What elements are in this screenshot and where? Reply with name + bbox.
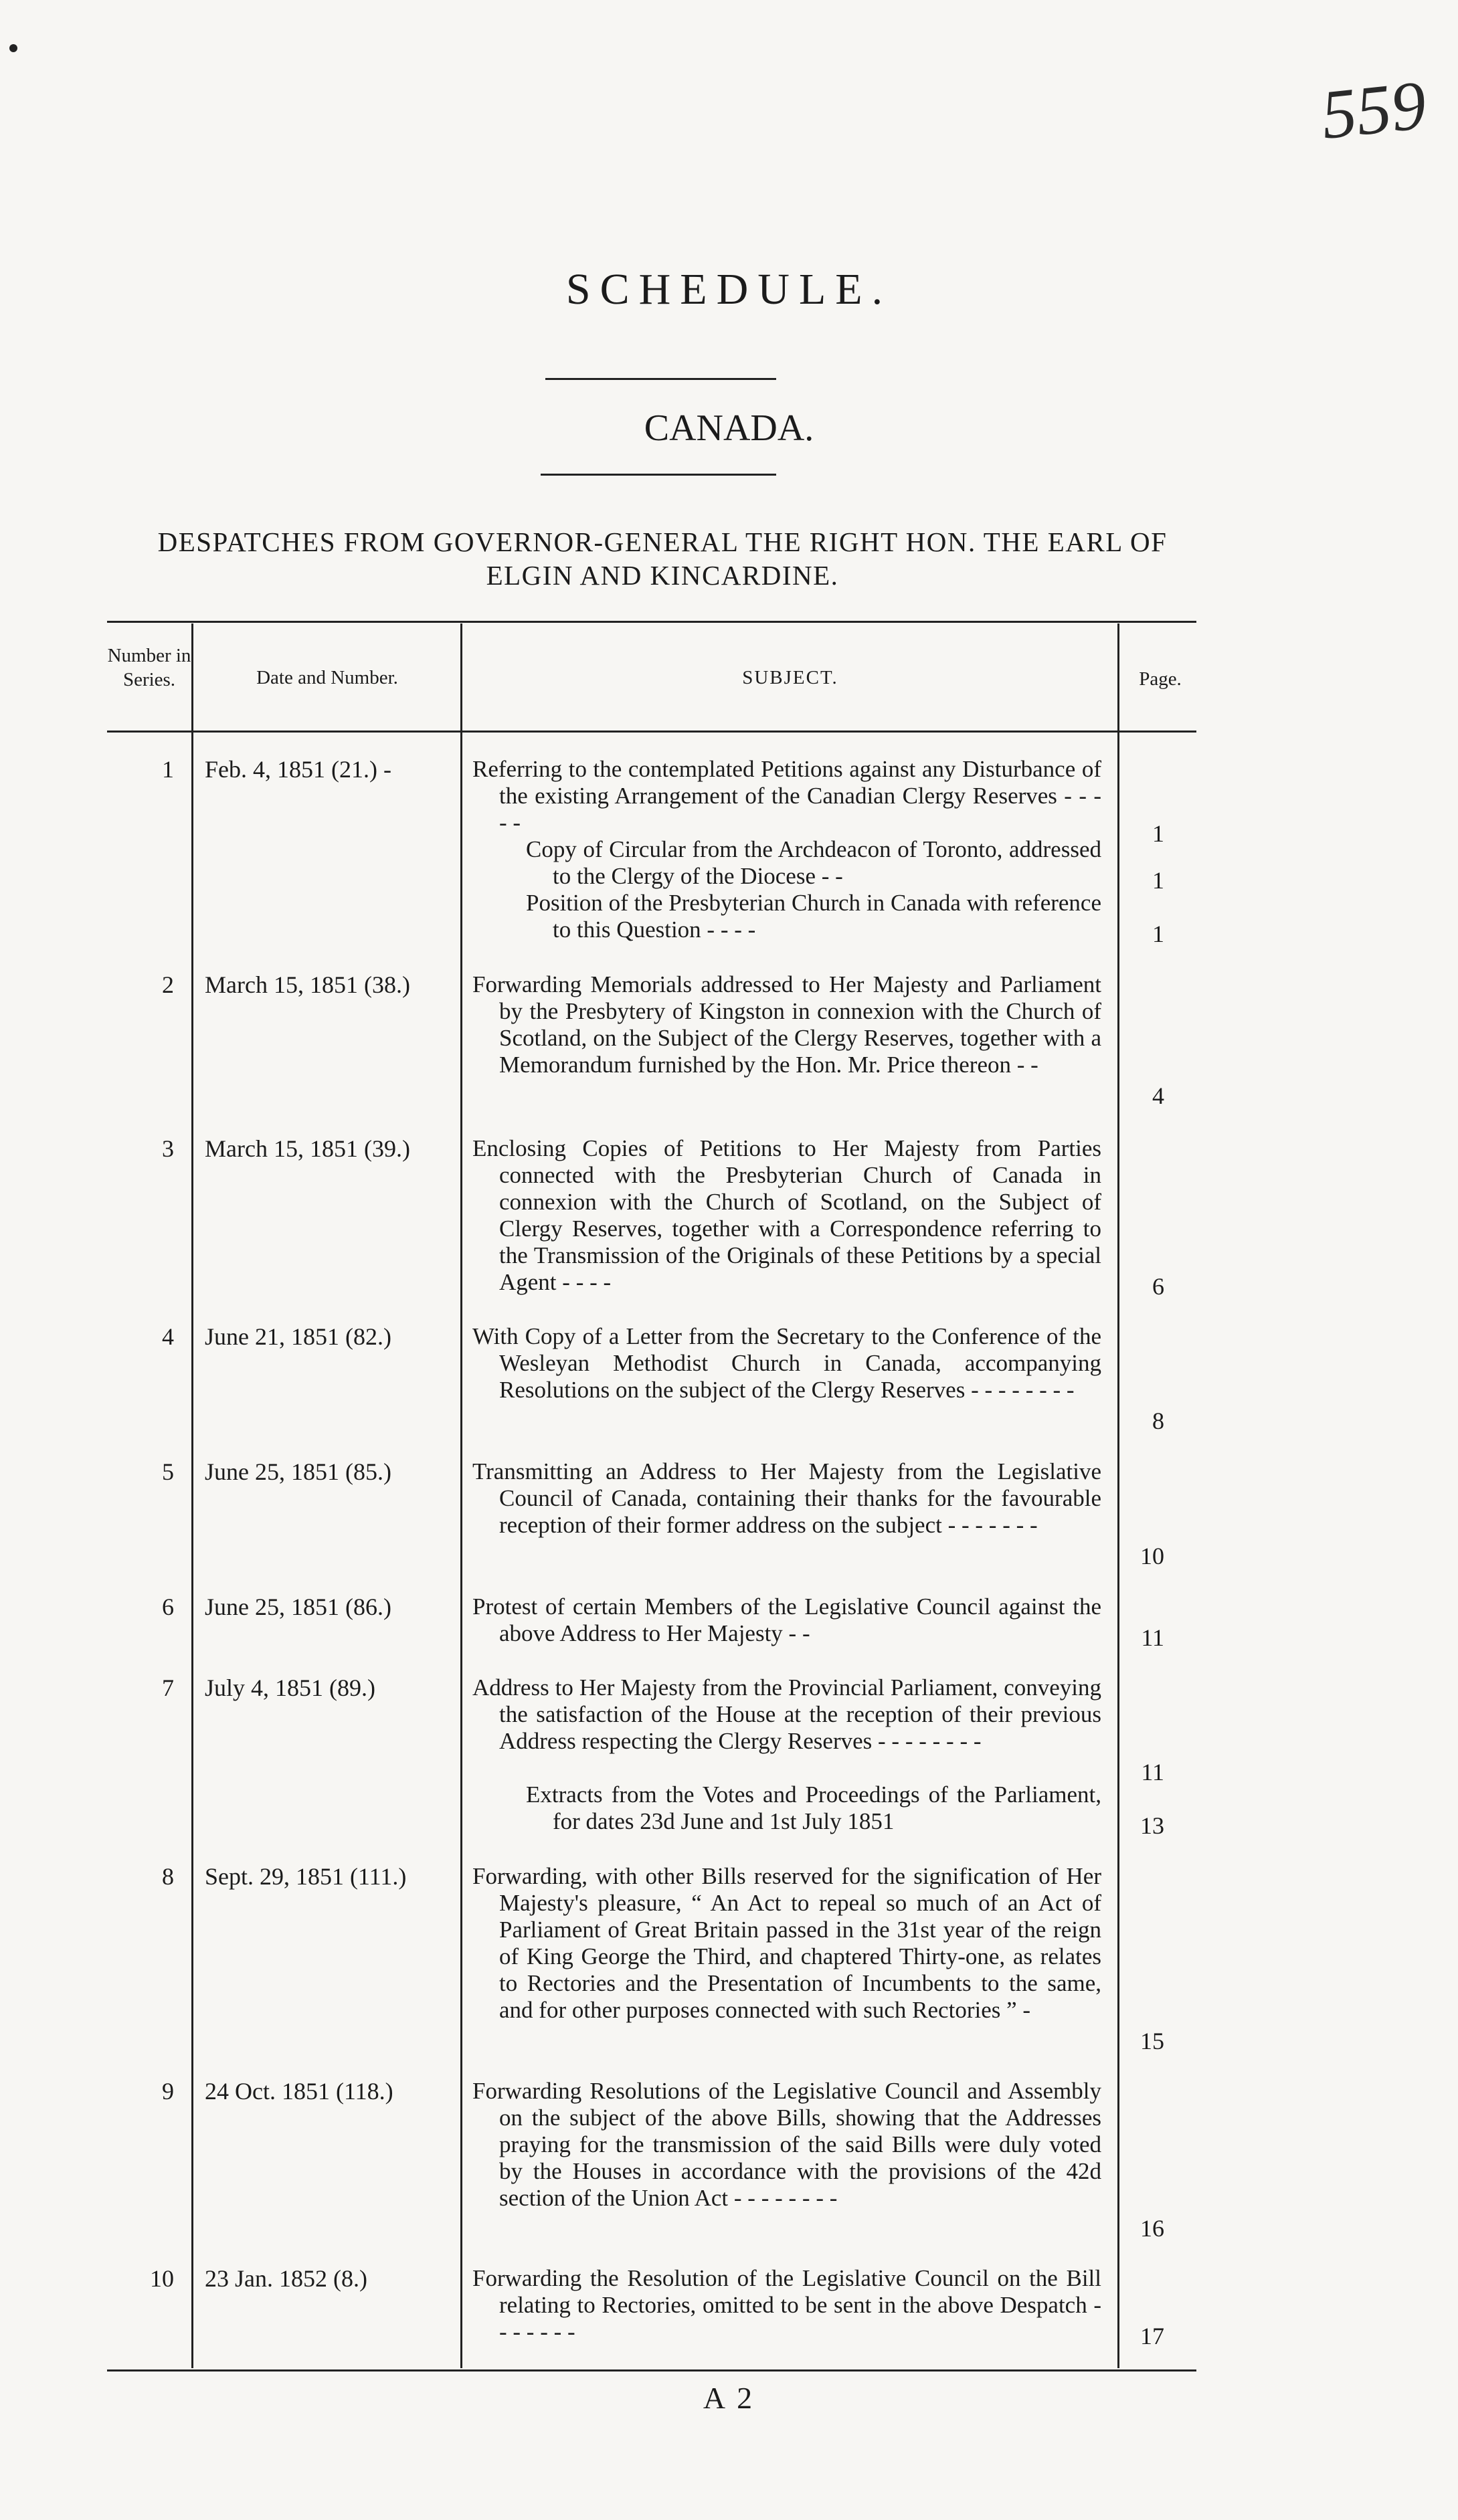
row-number: 4 <box>162 1323 174 1350</box>
row-page-number: 1 <box>1152 820 1164 847</box>
title-rule-top <box>545 378 776 380</box>
row-date: June 25, 1851 (85.) <box>205 1458 391 1485</box>
row-subject <box>472 971 1101 1105</box>
row-subject <box>472 2265 1101 2345</box>
subject-text: Address to Her Majesty from the Provincial Parliament, conveying the satisfaction of the House at the reception of their previous Address respecting the Clergy Reserves - - - - - - - - <box>472 1674 1101 1754</box>
row-subject <box>472 1458 1101 1565</box>
row-page-number: 13 <box>1140 1812 1164 1839</box>
column-divider-1 <box>191 623 193 2368</box>
row-page-number: 16 <box>1140 2215 1164 2242</box>
table-bottom-rule <box>107 2369 1196 2371</box>
row-page-number: 1 <box>1152 867 1164 894</box>
subject-text: Forwarding the Resolution of the Legislative Council on the Bill relating to Rectories, omitted to be sent in the above Despatch - - - - - - - <box>472 2265 1101 2345</box>
row-page-number: 4 <box>1152 1082 1164 1109</box>
row-page-number: 1 <box>1152 920 1164 947</box>
row-subject <box>472 890 1101 943</box>
subject-text: Forwarding, with other Bills reserved for the signification of Her Majesty's pleasure, “ An Act to repeal so much of an Act of Parliament of Great Britain passed in the 31st year of the reign of King George the Third, and chaptered Thirty-one, as relates to Rectories and the Presentation of Incumbents to the same, and for other purposes connected with such Rectories ” - <box>472 1863 1101 2023</box>
row-date: March 15, 1851 (38.) <box>205 971 410 998</box>
row-page-number: 8 <box>1152 1408 1164 1434</box>
subject-text: Copy of Circular from the Archdeacon of Toronto, addressed to the Clergy of the Diocese - - <box>526 836 1101 889</box>
row-subject <box>472 1674 1101 1781</box>
row-date: June 25, 1851 (86.) <box>205 1593 391 1620</box>
subject-text: Forwarding Memorials addressed to Her Majesty and Parliament by the Presbytery of Kingston in connexion with the Church of Scotland, on the Subject of the Clergy Reserves, together with a Memorandum furnished by the Hon. Mr. Price thereon - - <box>472 971 1101 1078</box>
header-date-and-number: Date and Number. <box>256 667 398 688</box>
table-top-rule <box>107 621 1196 623</box>
row-date: June 21, 1851 (82.) <box>205 1323 391 1350</box>
folio-number: 559 <box>1317 66 1430 154</box>
subject-text: Extracts from the Votes and Proceedings of the Parliament, for dates 23d June and 1st July 1851 <box>526 1781 1101 1834</box>
row-number: 6 <box>162 1593 174 1620</box>
row-page-number: 15 <box>1140 2028 1164 2054</box>
title-rule-bottom <box>541 474 776 476</box>
row-date: 23 Jan. 1852 (8.) <box>205 2265 367 2292</box>
signature-mark: A 2 <box>703 2381 755 2415</box>
row-subject <box>472 2078 1101 2238</box>
row-date: Feb. 4, 1851 (21.) - <box>205 756 391 783</box>
row-subject <box>472 1781 1101 1835</box>
row-number: 7 <box>162 1674 174 1701</box>
row-subject <box>472 1863 1101 2050</box>
row-page-number: 11 <box>1141 1624 1164 1651</box>
row-page-number: 17 <box>1140 2323 1164 2349</box>
despatch-heading: DESPATCHES FROM GOVERNOR-GENERAL THE RIGHT HON. THE EARL OF ELGIN AND KINCARDINE. <box>157 526 1168 591</box>
row-number: 9 <box>162 2078 174 2105</box>
row-page-number: 10 <box>1140 1543 1164 1569</box>
row-number: 3 <box>162 1135 174 1162</box>
row-page-number: 11 <box>1141 1759 1164 1785</box>
subject-text: Enclosing Copies of Petitions to Her Majesty from Parties connected with the Presbyterian Church of Canada in connexion with the Church of Scotland, on the Subject of Clergy Reserves, together with a Correspondence referring to the Transmission of the Originals of these Petitions by a special Agent - - - - <box>472 1135 1101 1295</box>
subject-text: Referring to the contemplated Petitions against any Disturbance of the existing Arrangement of the Canadian Clergy Reserves - - - - - <box>472 756 1101 836</box>
row-date: 24 Oct. 1851 (118.) <box>205 2078 393 2105</box>
section-title: CANADA. <box>644 407 814 449</box>
column-divider-2 <box>460 623 462 2368</box>
row-number: 1 <box>162 756 174 783</box>
row-subject <box>472 836 1101 890</box>
row-subject <box>472 756 1101 836</box>
subject-text: Position of the Presbyterian Church in Canada with reference to this Question - - - - <box>526 890 1101 943</box>
row-subject <box>472 1323 1101 1430</box>
header-page: Page. <box>1139 668 1182 690</box>
row-subject <box>472 1593 1101 1647</box>
stray-ink-dot <box>9 44 17 52</box>
subject-text: Protest of certain Members of the Legislative Council against the above Address to Her Majesty - - <box>472 1593 1101 1646</box>
subject-text: With Copy of a Letter from the Secretary to the Conference of the Wesleyan Methodist Church in Canada, accompanying Resolutions on the subject of the Clergy Reserves - - - - - - - - <box>472 1323 1101 1403</box>
row-number: 5 <box>162 1458 174 1485</box>
subject-text: Forwarding Resolutions of the Legislative Council and Assembly on the subject of the above Bills, showing that the Addresses praying for the transmission of the said Bills were duly voted by the Houses in accordance with the provisions of the 42d section of the Union Act - - - - - - - - <box>472 2078 1101 2211</box>
row-page-number: 6 <box>1152 1273 1164 1300</box>
header-bottom-rule <box>107 731 1196 733</box>
row-date: Sept. 29, 1851 (111.) <box>205 1863 407 1890</box>
page-title: SCHEDULE. <box>565 265 893 314</box>
row-number: 8 <box>162 1863 174 1890</box>
header-number-in-series: Number in Series. <box>107 645 191 690</box>
header-subject: SUBJECT. <box>742 667 838 688</box>
subject-text: Transmitting an Address to Her Majesty from the Legislative Council of Canada, containing their thanks for the favourable reception of their former address on the subject - - - - - - - <box>472 1458 1101 1538</box>
row-date: March 15, 1851 (39.) <box>205 1135 410 1162</box>
row-subject <box>472 1135 1101 1296</box>
row-number: 10 <box>150 2265 174 2292</box>
row-date: July 4, 1851 (89.) <box>205 1674 375 1701</box>
row-number: 2 <box>162 971 174 998</box>
